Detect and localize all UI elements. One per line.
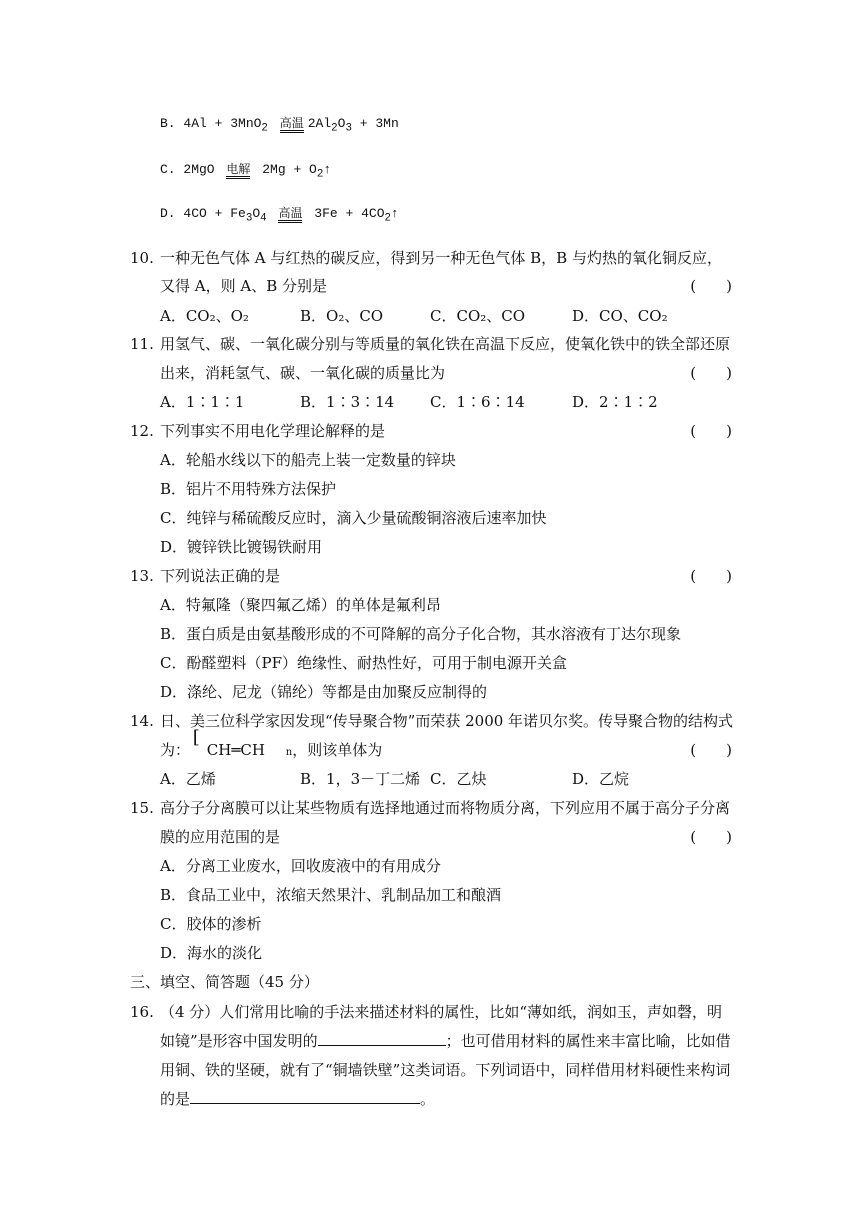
polymer-structure-formula: [ CH═CH n — [192, 727, 293, 759]
question-stem: 下列说法正确的是 — [160, 567, 281, 585]
question-stem: 又得 A，则 A、B 分别是 — [160, 277, 327, 295]
option-b: B．1∶3∶14 — [300, 393, 395, 411]
q9-option-d: D. $4CO + Fe_3O_4$ 高温 $3Fe + 4CO_2↑$ — [160, 206, 399, 225]
answer-parentheses: ( ) — [690, 364, 732, 382]
answer-parentheses: ( ) — [690, 741, 732, 759]
option-d: D．乙烷 — [572, 770, 630, 788]
question-number: 13. — [130, 567, 154, 585]
question-number: 16. — [130, 1003, 154, 1021]
option-b: B．O₂、CO — [300, 307, 384, 325]
section-heading: 三、填空、简答题（45 分） — [130, 973, 319, 991]
left-bracket: [ — [192, 727, 200, 748]
reaction-condition: 电解 — [226, 162, 250, 179]
option-a: A．分离工业废水，回收废液中的有用成分 — [160, 857, 441, 875]
question-stem: 用铜、铁的坚硬，就有了“铜墙铁壁”这类词语。下列词语中，同样借用材料硬性来构词 — [160, 1061, 731, 1079]
option-b: B．蛋白质是由氨基酸形成的不可降解的高分子化合物，其水溶液有丁达尔现象 — [160, 625, 682, 643]
option-c: C．CO₂、CO — [430, 307, 526, 325]
answer-blank-1[interactable] — [318, 1031, 446, 1046]
option-d: D．2∶1∶2 — [572, 393, 658, 411]
question-stem: 一种无色气体 A 与红热的碳反应，得到另一种无色气体 B，B 与灼热的氧化铜反应， — [160, 249, 722, 267]
question-number: 10. — [130, 249, 154, 267]
answer-blank-2[interactable] — [190, 1089, 420, 1104]
answer-parentheses: ( ) — [690, 828, 732, 846]
option-a: A．1∶1∶1 — [160, 393, 245, 411]
question-stem-line4: 的是 。 — [160, 1090, 436, 1108]
reaction-condition: 高温 — [280, 116, 304, 133]
question-stem-line2: 为： [ CH═CH n，则该单体为 — [160, 740, 382, 763]
option-a: A．CO₂、O₂ — [160, 307, 249, 325]
option-b: B．铝片不用特殊方法保护 — [160, 480, 337, 498]
option-d: D．海水的淡化 — [160, 944, 263, 962]
question-number: 12. — [130, 422, 154, 440]
option-c: C．纯锌与稀硫酸反应时，滴入少量硫酸铜溶液后速率加快 — [160, 509, 547, 527]
question-stem: 膜的应用范围的是 — [160, 828, 281, 846]
question-stem: 日、美三位科学家因发现“传导聚合物”而荣获 2000 年诺贝尔奖。传导聚合物的结构式 — [160, 712, 734, 730]
option-a: A．乙烯 — [160, 770, 216, 788]
option-d: D．CO、CO₂ — [572, 307, 668, 325]
option-d: D．涤纶、尼龙（锦纶）等都是由加聚反应制得的 — [160, 683, 488, 701]
option-c: C．酚醛塑料（PF）绝缘性、耐热性好，可用于制电源开关盒 — [160, 654, 567, 672]
option-a: A．特氟隆（聚四氟乙烯）的单体是氟利昂 — [160, 596, 441, 614]
question-number: 11. — [130, 335, 154, 353]
option-c: C．1∶6∶14 — [430, 393, 525, 411]
option-c: C．乙炔 — [430, 770, 487, 788]
question-stem-line2: 如镜”是形容中国发明的 ；也可借用材料的属性来丰富比喻，比如借 — [160, 1032, 731, 1050]
question-stem: 高分子分离膜可以让某些物质有选择地通过而将物质分离，下列应用不属于高分子分离 — [160, 799, 731, 817]
question-number: 15. — [130, 799, 154, 817]
answer-parentheses: ( ) — [690, 567, 732, 585]
answer-parentheses: ( ) — [690, 277, 732, 295]
option-b: B．食品工业中，浓缩天然果汁、乳制品加工和酿酒 — [160, 886, 502, 904]
question-stem: 下列事实不用电化学理论解释的是 — [160, 422, 386, 440]
question-stem: 出来，消耗氢气、碳、一氧化碳的质量比为 — [160, 364, 446, 382]
q9-option-c: C. 2MgO 电解 $2Mg + O_2↑$ — [160, 162, 332, 181]
q9-option-b: B. 4Al + 3MnO$_2$ 高温 $2Al_2O_3 + 3Mn$ — [160, 116, 399, 135]
option-d: D．镀锌铁比镀锡铁耐用 — [160, 538, 323, 556]
option-c: C．胶体的渗析 — [160, 915, 262, 933]
option-b: B．1，3－丁二烯 — [300, 770, 421, 788]
question-number: 14. — [130, 712, 154, 730]
answer-parentheses: ( ) — [690, 422, 732, 440]
reaction-condition: 高温 — [278, 206, 302, 223]
question-stem: 用氢气、碳、一氧化碳分别与等质量的氧化铁在高温下反应，使氧化铁中的铁全部还原 — [160, 335, 731, 353]
option-a: A．轮船水线以下的船壳上装一定数量的锌块 — [160, 451, 456, 469]
question-stem: （4 分）人们常用比喻的手法来描述材料的属性，比如“薄如纸，润如玉，声如磬，明 — [160, 1003, 722, 1021]
